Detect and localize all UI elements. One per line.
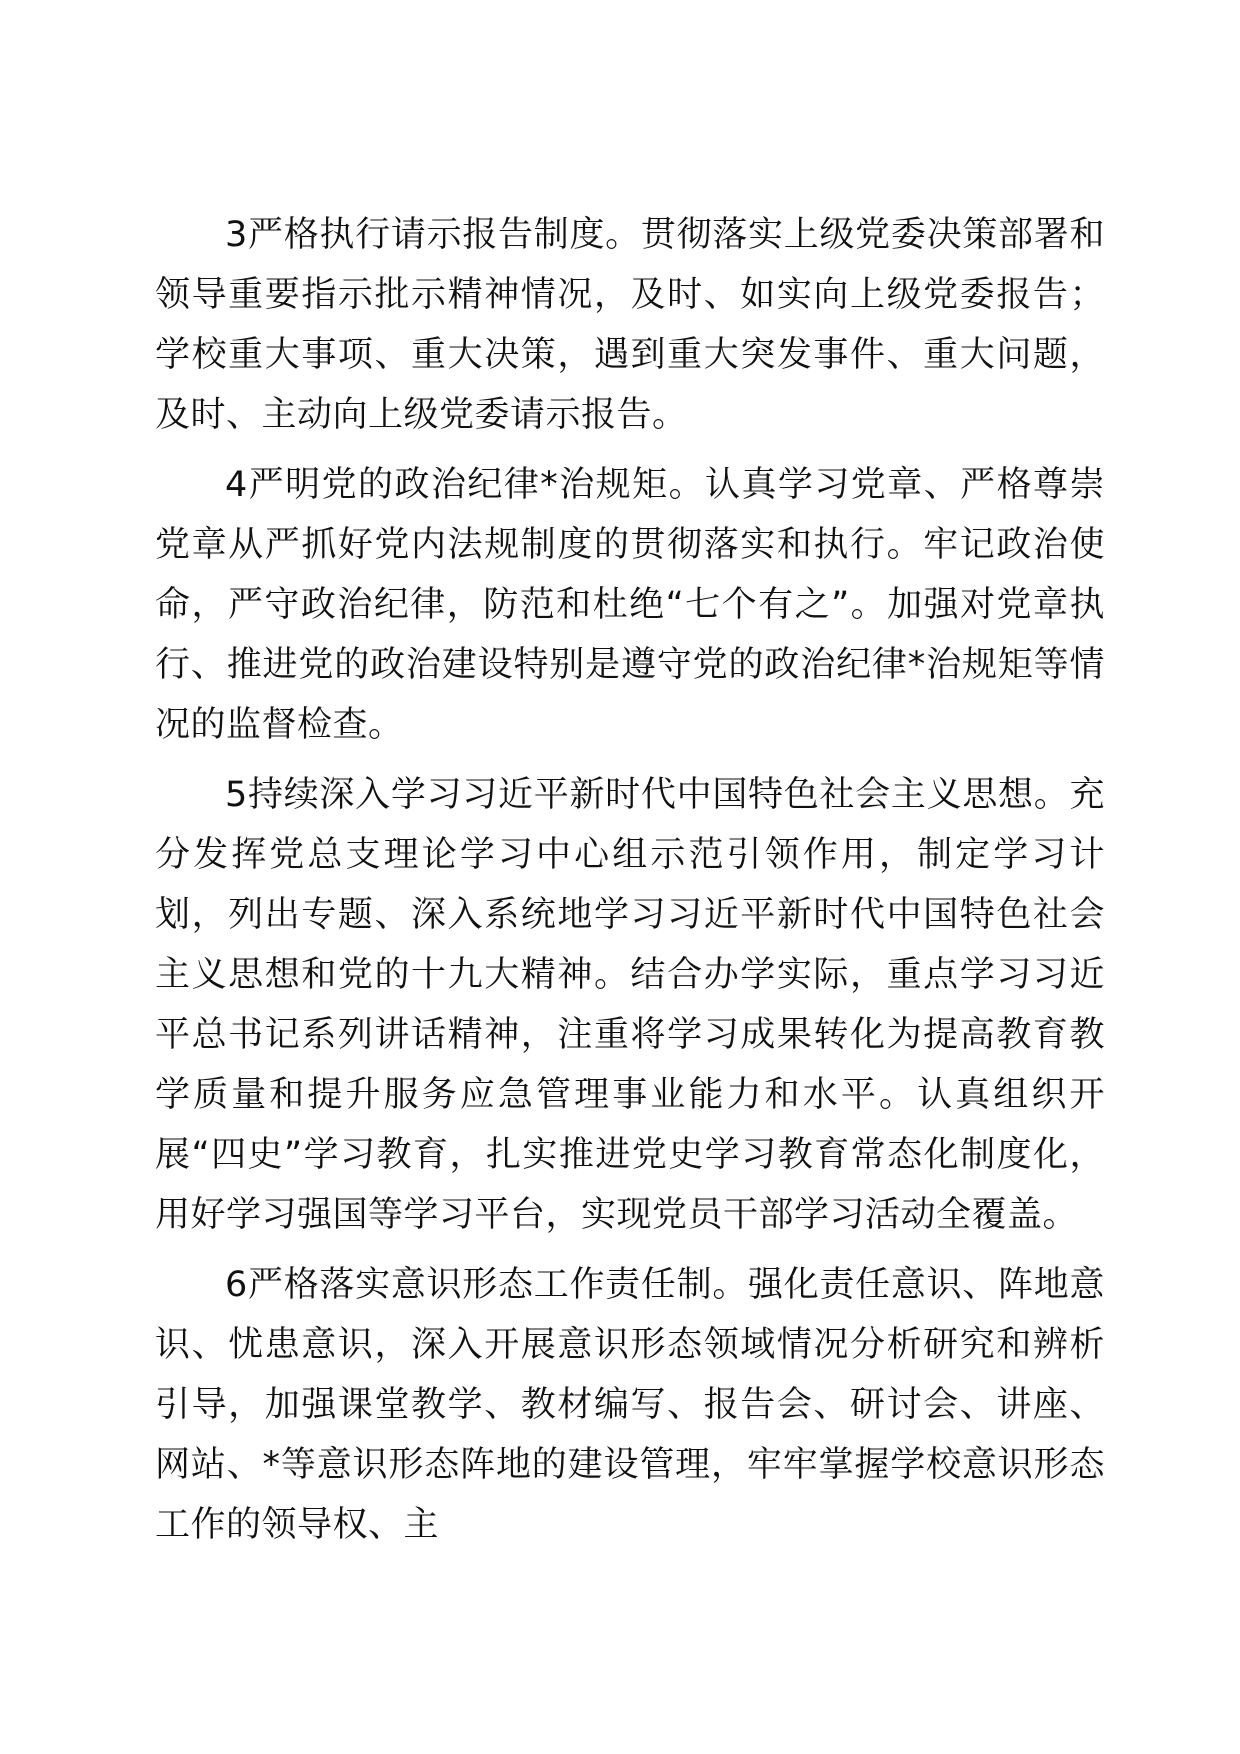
paragraph-item-5: 5持续深入学习习近平新时代中国特色社会主义思想。充分发挥党总支理论学习中心组示范引领作用，制定学习计划，列出专题、深入系统地学习习近平新时代中国特色社会主义思想和党的十九大精神。结合办学实际，重点学习习近平总书记系列讲话精神，注重将学习成果转化为提高教育教学质量和提升服务应急管理事业能力和水平。认真组织开展“四史”学习教育，扎实推进党史学习教育常态化制度化，用好学习强国等学习平台，实现党员干部学习活动全覆盖。 [155,775,1105,1235]
paragraph-item-3: 3严格执行请示报告制度。贯彻落实上级党委决策部署和领导重要指示批示精神情况，及时、如实向上级党委报告；学校重大事项、重大决策，遇到重大突发事件、重大问题，及时、主动向上级党委请示报告。 [155,215,1105,435]
document-body [155,205,1105,1555]
paragraph-item-6: 6严格落实意识形态工作责任制。强化责任意识、阵地意识、忧患意识，深入开展意识形态领域情况分析研究和辨析引导，加强课堂教学、教材编写、报告会、研讨会、讲座、网站、*等意识形态阵地的建设管理，牢牢掌握学校意识形态工作的领导权、主 [155,1265,1105,1545]
paragraph-item-4: 4严明党的政治纪律*治规矩。认真学习党章、严格尊崇党章从严抓好党内法规制度的贯彻落实和执行。牢记政治使命，严守政治纪律，防范和杜绝“七个有之”。加强对党章执行、推进党的政治建设特别是遵守党的政治纪律*治规矩等情况的监督检查。 [155,465,1105,745]
